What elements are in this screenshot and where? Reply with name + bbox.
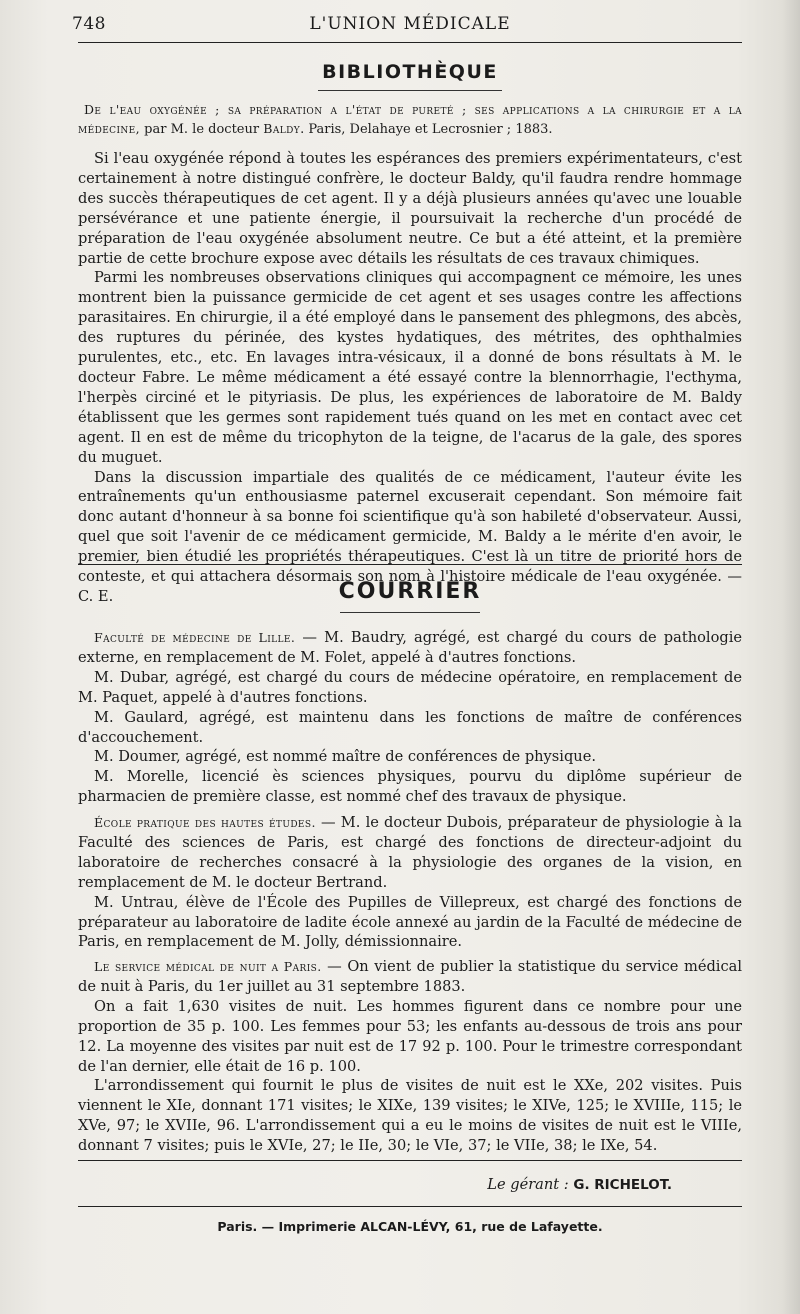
end-rule bbox=[78, 1160, 742, 1161]
book-reference bbox=[78, 101, 742, 139]
journal-title: L'UNION MÉDICALE bbox=[309, 14, 511, 34]
courrier-title: COURRIER bbox=[338, 579, 482, 604]
bibliotheque-title: BIBLIOTHÈQUE bbox=[322, 61, 498, 83]
gerant-signature bbox=[487, 1176, 672, 1193]
courrier-title-rule bbox=[340, 612, 480, 613]
bibliotheque-paragraph: Parmi les nombreuses observations cliniques qui accompagnent ce mémoire, les unes montrent bien la puissance germicide de cet agent et ses usages contre les affections parasitaires. En chirurgie, il a été employé dans le pansement des phlegmons, des abcès, des ruptures du périnée, des kystes hydatiques, des métrites, des ophthalmies purulentes, etc., etc. En lavages intra-vésicaux, il a donné de bons résultats à M. le docteur Fabre. Le même médicament a été essayé contre la blennorrhagie, l'ecthyma, l'herpès circiné et le pityriasis. De plus, les expériences de laboratoire de M. Baldy établissent que les germes sont rapidement tués quand on les met en contact avec cet agent. Il en est de même du tricophyton de la teigne, de l'acarus de la gale, des spores du muguet. bbox=[78, 269, 742, 466]
book-author: Baldy bbox=[263, 121, 301, 136]
page-shadow bbox=[782, 0, 800, 1314]
courrier-paragraph bbox=[78, 813, 742, 893]
printer-imprint: Paris. — Imprimerie ALCAN-LÉVY, 61, rue de Lafayette. bbox=[217, 1219, 603, 1234]
gerant-label: Le gérant : bbox=[487, 1176, 569, 1193]
courrier-paragraph: M. Doumer, agrégé, est nommé maître de conférences de physique. bbox=[94, 748, 596, 766]
book-title: De l'eau oxygénée ; sa préparation a l'état de pureté ; ses applications a la chirurgie et a la médecine, bbox=[78, 102, 742, 136]
courrier-item-text: — M. le docteur Dubois, préparateur de physiologie à la Faculté des sciences de Paris, est chargé des fonctions de directeur-adjoint du laboratoire de recherches consacré à la physiologie des organes de la vision, en remplacement de M. le docteur Bertrand. bbox=[78, 814, 742, 891]
courrier-paragraph: M. Untrau, élève de l'École des Pupilles de Villepreux, est chargé des fonctions de préparateur au laboratoire de ladite école annexé au jardin de la Faculté de médecine de Paris, en remplacement de M. Jolly, démissionnaire. bbox=[78, 893, 742, 951]
page-number: 748 bbox=[72, 14, 106, 34]
bibliotheque-title-rule bbox=[318, 90, 502, 91]
courrier-item-text: — M. Baudry, agrégé, est chargé du cours de pathologie externe, en remplacement de M. Folet, appelé à d'autres fonctions. bbox=[78, 629, 742, 666]
header-rule bbox=[78, 42, 742, 43]
courrier-paragraph: M. Morelle, licencié ès sciences physiques, pourvu du diplôme supérieur de pharmacien de première classe, est nommé chef des travaux de physique. bbox=[78, 768, 742, 806]
courrier-paragraph bbox=[78, 957, 742, 997]
courrier-paragraph: M. Dubar, agrégé, est chargé du cours de médecine opératoire, en remplacement de M. Paquet, appelé à d'autres fonctions. bbox=[78, 668, 742, 706]
courrier-paragraph bbox=[78, 628, 742, 668]
gerant-name: G. RICHELOT. bbox=[573, 1177, 672, 1193]
book-publication: . Paris, Delahaye et Lecrosnier ; 1883. bbox=[300, 122, 553, 137]
section-rule bbox=[78, 564, 742, 565]
bibliotheque-paragraph: Si l'eau oxygénée répond à toutes les espérances des premiers expérimentateurs, c'est certainement à notre distingué confrère, le docteur Baldy, qu'il faudra rendre hommage des succès thérapeutiques de cet agent. Il y a déjà plusieurs années qu'avec une louable persévérance et une patiente énergie, il poursuivait la recherche d'un procédé de préparation de l'eau oxygénée absolument neutre. Ce but a été atteint, et la première partie de cette brochure expose avec détails les résultats de ces travaux chimiques. bbox=[78, 150, 742, 267]
courrier-paragraph: M. Gaulard, agrégé, est maintenu dans les fonctions de maître de conférences d'accouchement. bbox=[78, 708, 742, 746]
courrier-item-text: — On vient de publier la statistique du service médical de nuit à Paris, du 1er juillet au 31 septembre 1883. bbox=[78, 958, 743, 995]
imprint-rule bbox=[78, 1206, 742, 1207]
courrier-item-lille bbox=[78, 628, 742, 807]
courrier-item-lead: Le service médical de nuit a Paris. bbox=[94, 959, 322, 974]
courrier-paragraph: On a fait 1,630 visites de nuit. Les hommes figurent dans ce nombre pour une proportion de 35 p. 100. Les femmes pour 53; les enfants au-dessous de trois ans pour 12. La moyenne des visites par nuit est de 17 92 p. 100. Pour le trimestre correspondant de l'an dernier, elle était de 16 p. 100. bbox=[78, 997, 742, 1075]
courrier-paragraph: L'arrondissement qui fournit le plus de visites de nuit est le XXe, 202 visites. Puis viennent le XIe, donnant 171 visites; le XIXe, 139 visites; le XIVe, 125; le XVIIIe, 115; le XVe, 97; le XVIIe, 96. L'arrondissement qui a eu le moins de visites de nuit est le VIIIe, donnant 7 visites; puis le XVIe, 27; le IIe, 30; le VIe, 37; le VIIe, 38; le IXe, 54. bbox=[78, 1077, 742, 1155]
courrier-item-service-nuit bbox=[78, 957, 742, 1156]
courrier-item-lead: École pratique des hautes études. bbox=[94, 815, 316, 830]
courrier-item-hautes-etudes bbox=[78, 813, 742, 952]
book-by: par M. le docteur bbox=[144, 122, 260, 137]
bibliotheque-paragraph: Dans la discussion impartiale des qualités de ce médicament, l'auteur évite les entraînements qu'un enthousiasme paternel excuserait cependant. Son mémoire fait donc autant d'honneur à sa bonne foi scientifique qu'à son habileté d'observateur. Aussi, quel que soit l'avenir de ce médicament germicide, M. Baldy a le mérite d'en avoir, le premier, bien étudié les propriétés thérapeutiques. C'est là un titre de priorité hors de conteste, et qui attachera désormais son nom à l'histoire médicale de l'eau oxygénée. — C. E. bbox=[78, 468, 742, 605]
running-head bbox=[72, 12, 742, 36]
courrier-item-lead: Faculté de médecine de Lille. bbox=[94, 630, 296, 645]
bibliotheque-body bbox=[78, 149, 742, 607]
